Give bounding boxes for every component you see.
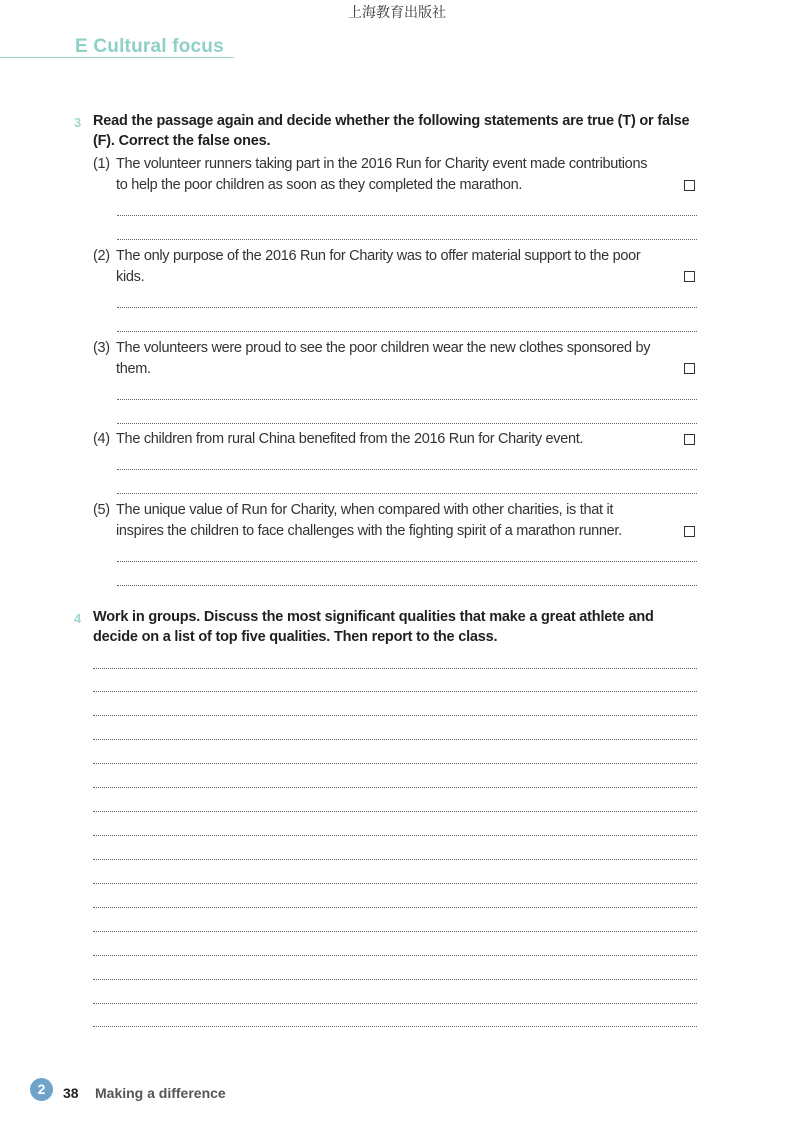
answer-line[interactable] [117, 493, 697, 494]
tf-checkbox-2[interactable] [684, 271, 695, 282]
statement-number: (2) [93, 248, 110, 264]
writing-line[interactable] [93, 979, 697, 980]
unit-badge: 2 [30, 1078, 53, 1101]
writing-line[interactable] [93, 787, 697, 788]
writing-line[interactable] [93, 668, 697, 669]
statement-5 [93, 500, 653, 542]
answer-line[interactable] [117, 215, 697, 216]
statement-text: The volunteer runners taking part in the 2016 Run for Charity event made contributions to help the poor children as soon as they completed the marathon. [116, 156, 648, 193]
writing-line[interactable] [93, 859, 697, 860]
publisher-name: 上海教育出版社 [348, 5, 446, 21]
answer-line[interactable] [117, 561, 697, 562]
statement-2 [93, 246, 653, 288]
answer-line[interactable] [117, 307, 697, 308]
answer-line[interactable] [117, 331, 697, 332]
exercise-3-number: 3 [74, 115, 82, 130]
exercise-4-number: 4 [74, 611, 82, 626]
answer-line[interactable] [117, 585, 697, 586]
page-number: 38 [63, 1085, 79, 1101]
writing-line[interactable] [93, 739, 697, 740]
tf-checkbox-1[interactable] [684, 180, 695, 191]
answer-line[interactable] [117, 423, 697, 424]
writing-line[interactable] [93, 931, 697, 932]
unit-title: Making a difference [95, 1085, 226, 1101]
answer-line[interactable] [117, 469, 697, 470]
statement-text: The children from rural China benefited from the 2016 Run for Charity event. [116, 431, 584, 447]
writing-line[interactable] [93, 1003, 697, 1004]
writing-line[interactable] [93, 715, 697, 716]
statement-text: The only purpose of the 2016 Run for Charity was to offer material support to the poor kids. [116, 248, 641, 285]
writing-line[interactable] [93, 955, 697, 956]
statement-number: (1) [93, 156, 110, 172]
answer-line[interactable] [117, 399, 697, 400]
statement-text: The volunteers were proud to see the poor children wear the new clothes sponsored by them. [116, 340, 651, 377]
writing-line[interactable] [93, 883, 697, 884]
tf-checkbox-5[interactable] [684, 526, 695, 537]
answer-line[interactable] [117, 239, 697, 240]
statement-text: The unique value of Run for Charity, when compared with other charities, is that it inspires the children to face challenges with the fighting spirit of a marathon runner. [116, 502, 622, 539]
section-divider [0, 57, 234, 58]
exercise-3-instruction: Read the passage again and decide whether the following statements are true (T) or false (F). Correct the false ones. [93, 113, 690, 149]
statement-number: (5) [93, 502, 110, 518]
exercise-4-instruction: Work in groups. Discuss the most significant qualities that make a great athlete and decide on a list of top five qualities. Then report to the class. [93, 609, 654, 645]
writing-line[interactable] [93, 811, 697, 812]
writing-line[interactable] [93, 691, 697, 692]
statement-3 [93, 338, 653, 380]
writing-line[interactable] [93, 907, 697, 908]
statement-number: (4) [93, 431, 110, 447]
writing-line[interactable] [93, 835, 697, 836]
writing-line[interactable] [93, 1026, 697, 1027]
tf-checkbox-4[interactable] [684, 434, 695, 445]
statement-1 [93, 154, 653, 196]
statement-4 [93, 429, 653, 450]
statement-number: (3) [93, 340, 110, 356]
section-title: E Cultural focus [75, 36, 224, 57]
writing-line[interactable] [93, 763, 697, 764]
tf-checkbox-3[interactable] [684, 363, 695, 374]
